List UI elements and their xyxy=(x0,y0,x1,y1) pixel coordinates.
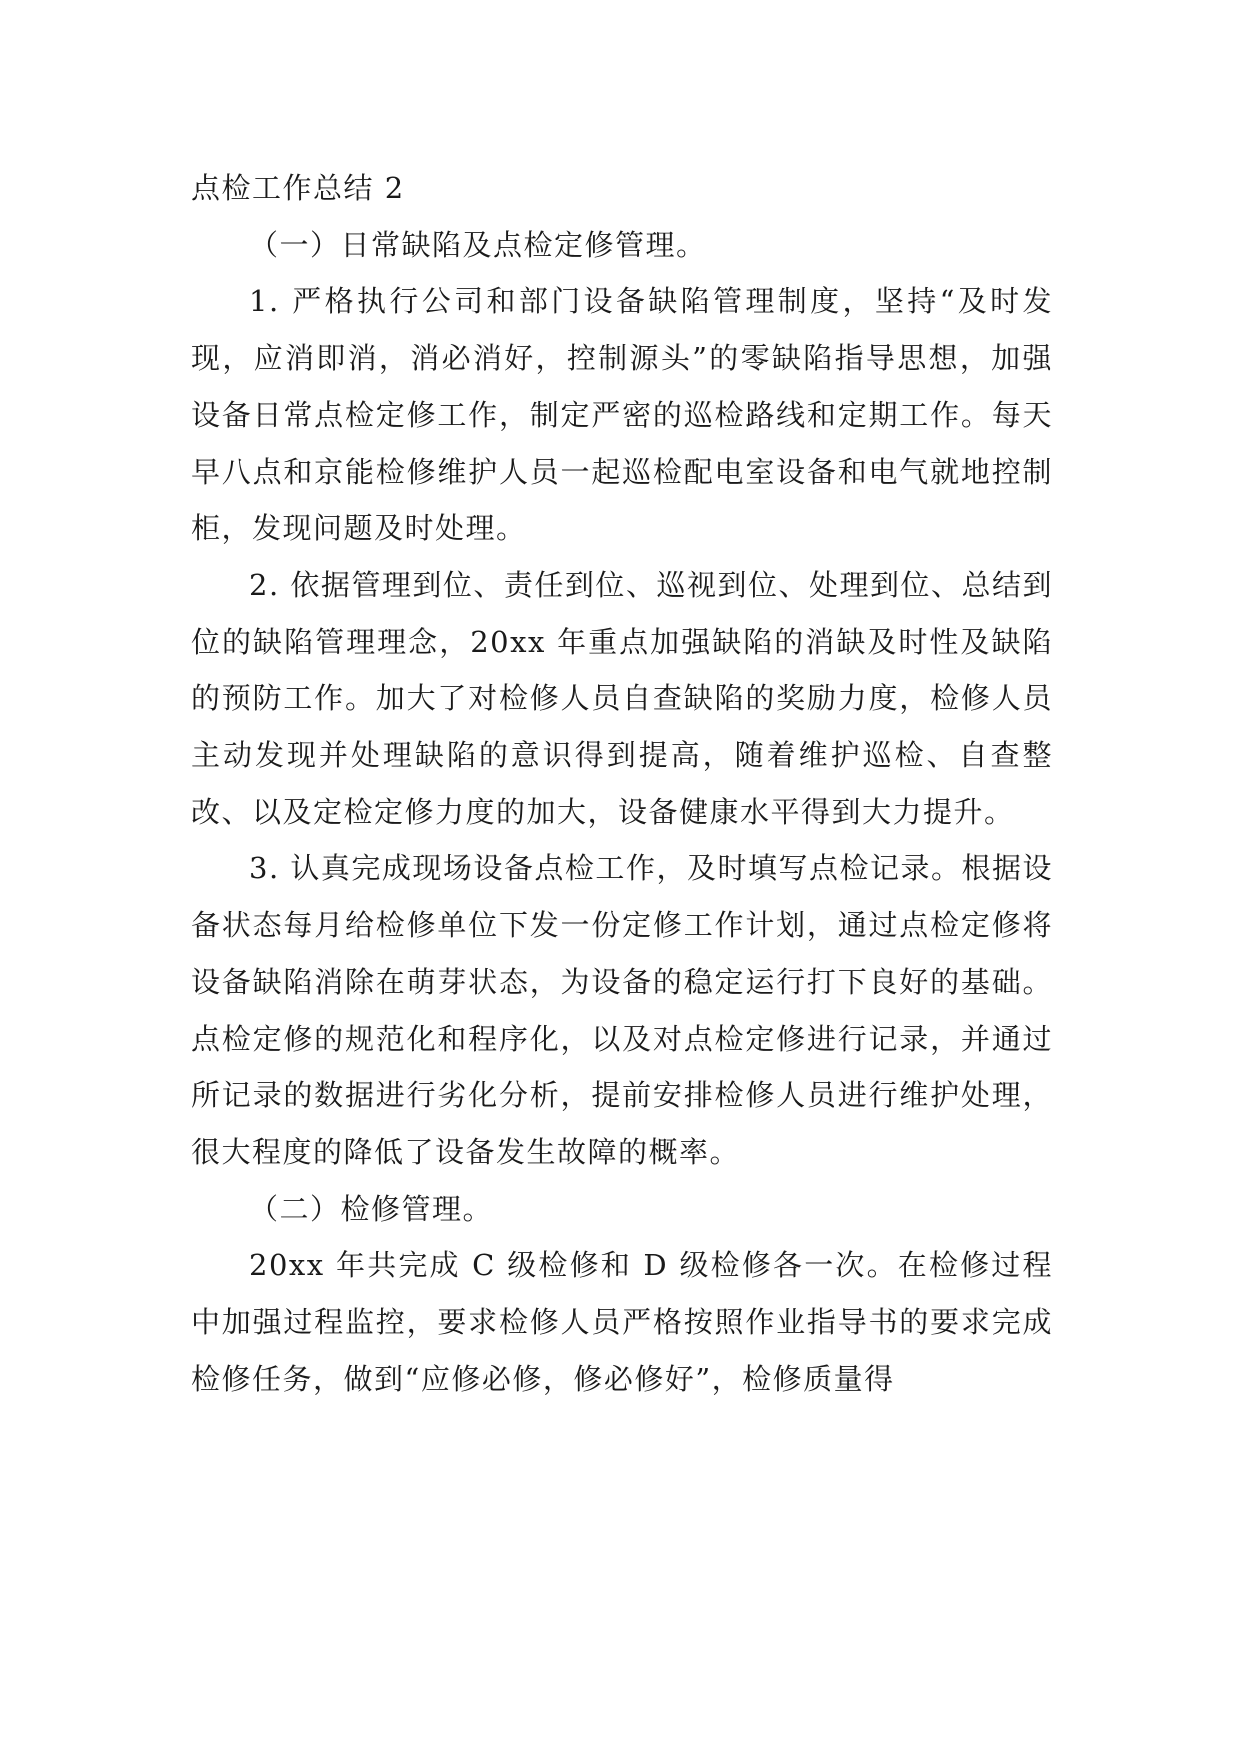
section-heading-1: （一）日常缺陷及点检定修管理。 xyxy=(249,227,707,262)
paragraph-4: 20xx 年共完成 C 级检修和 D 级检修各一次。在检修过程中加强过程监控，要求检修人员严格按照作业指导书的要求完成检修任务，做到“应修必修，修必修好”，检修质量得 xyxy=(191,1248,1053,1396)
section-heading-2: （二）检修管理。 xyxy=(249,1191,494,1226)
paragraph-1: 1. 严格执行公司和部门设备缺陷管理制度，坚持“及时发现，应消即消，消必消好，控制源头”的零缺陷指导思想，加强设备日常点检定修工作，制定严密的巡检路线和定期工作。每天早八点和京能检修维护人员一起巡检配电室设备和电气就地控制柜，发现问题及时处理。 xyxy=(191,284,1053,546)
paragraph-2: 2. 依据管理到位、责任到位、巡视到位、处理到位、总结到位的缺陷管理理念，20xx 年重点加强缺陷的消缺及时性及缺陷的预防工作。加大了对检修人员自查缺陷的奖励力度，检修人员主动发现并处理缺陷的意识得到提高，随着维护巡检、自查整改、以及定检定修力度的加大，设备健康水平得到大力提升。 xyxy=(191,567,1053,829)
document-title: 点检工作总结 2 xyxy=(191,171,405,205)
document-body xyxy=(191,160,1053,1407)
paragraph-3: 3. 认真完成现场设备点检工作，及时填写点检记录。根据设备状态每月给检修单位下发一份定修工作计划，通过点检定修将设备缺陷消除在萌芽状态，为设备的稳定运行打下良好的基础。点检定修的规范化和程序化，以及对点检定修进行记录，并通过所记录的数据进行劣化分析，提前安排检修人员进行维护处理，很大程度的降低了设备发生故障的概率。 xyxy=(191,851,1053,1169)
